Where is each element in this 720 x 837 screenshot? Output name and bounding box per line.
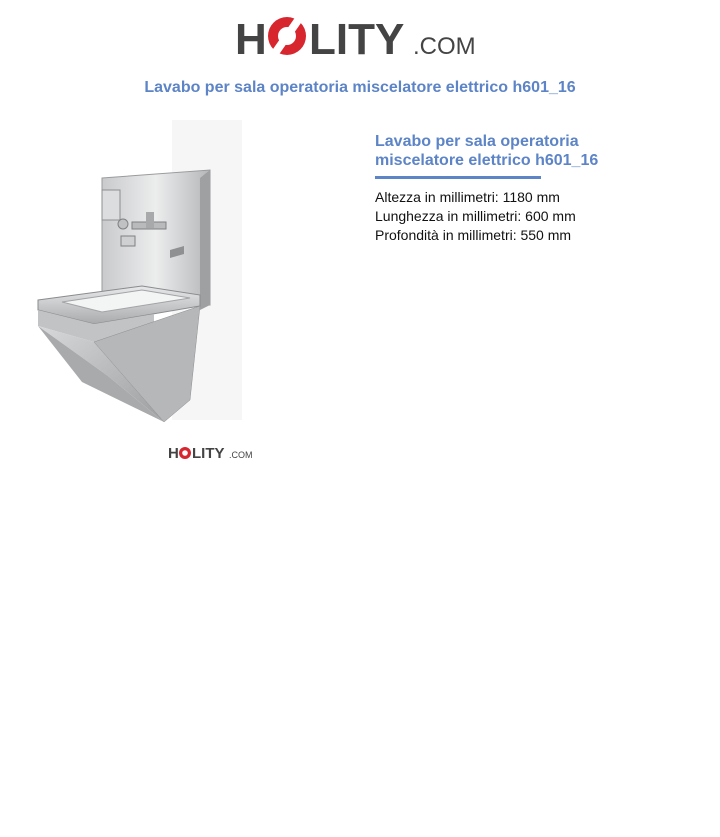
- logo-suffix: .COM: [413, 33, 476, 60]
- spec-height: Altezza in millimetri: 1180 mm: [375, 189, 560, 205]
- watermark-h: H: [168, 445, 179, 462]
- holity-logo-graphic: [235, 12, 485, 62]
- logo-o-icon: [268, 16, 306, 57]
- product-detail: [375, 132, 675, 245]
- product-image[interactable]: [22, 120, 262, 470]
- logo-letter-h: H: [235, 15, 267, 62]
- stainless-steel-surgical-sink-icon: [22, 120, 262, 470]
- title-underline: [375, 176, 541, 179]
- holity-logo[interactable]: [0, 12, 720, 62]
- product-title: Lavabo per sala operatoria miscelatore elettrico h601_16: [375, 133, 599, 169]
- watermark-lity: LITY: [192, 445, 225, 462]
- spec-length: Lunghezza in millimetri: 600 mm: [375, 208, 576, 224]
- watermark-com: .COM: [229, 450, 253, 460]
- logo-word-lity: LITY: [309, 15, 405, 62]
- spec-depth: Profondità in millimetri: 550 mm: [375, 227, 572, 243]
- page-title: Lavabo per sala operatoria miscelatore elettrico h601_16: [144, 79, 576, 96]
